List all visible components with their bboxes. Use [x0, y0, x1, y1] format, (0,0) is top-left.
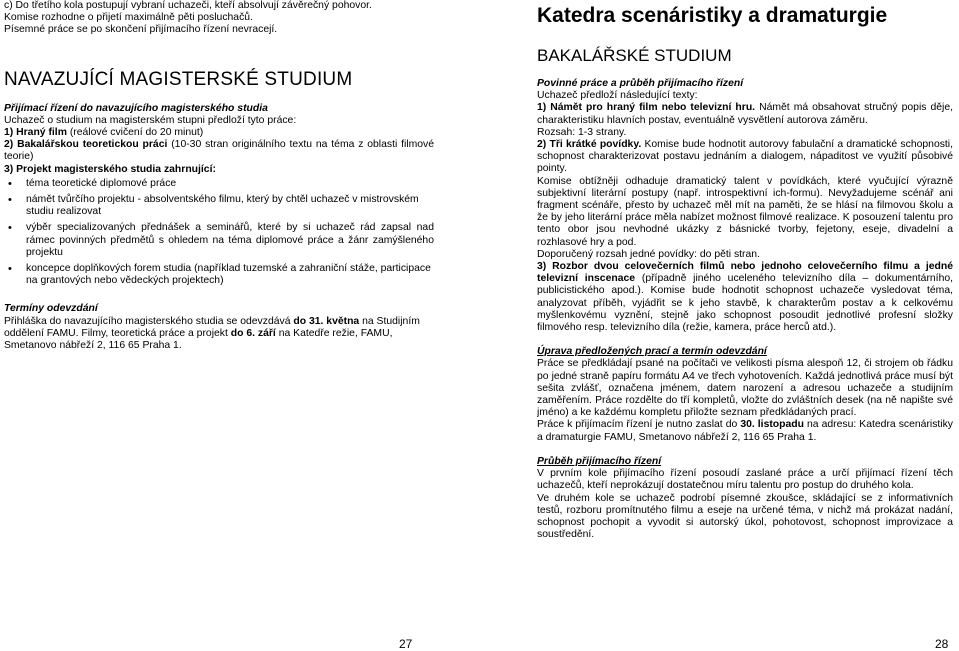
- requirement-2-bold: 2) Tři krátké povídky.: [537, 139, 642, 151]
- deadlines-text: [4, 316, 434, 353]
- requirement-3-rest: (případně jiného uceleného televizního díla – dokumentárního, publicistického apod.). Komise bude hodnotit schopnost uchazeče vysledovat téma, analyzovat příběh, vyjádřit se k jeho stavbě, k charakterům postav a k celkovému myšlenkovému vyznění, stejně jako schopnost posoudit jednotlivé profesní složky filmového resp. televizního díla (režie, kamera, práce herců atd.).: [537, 273, 954, 334]
- requirement-2-rest: Komise bude hodnotit autorovy fabulační a dramatické schopnosti, schopnost charakterizovat postavu jednáním a dialogem, nápaditost ve využití působivé pointy.: [537, 139, 953, 175]
- item-2: [4, 139, 434, 163]
- requirement-3-bold: 3) Rozbor dvou celovečerních filmů nebo jednoho celovečerního filmu a jedné televizní inscenace: [537, 261, 953, 285]
- requirement-1-bold: 1) Námět pro hraný film nebo televizní hru.: [537, 102, 756, 114]
- format-send-part-2: na adresu: Katedra scenáristiky a dramaturgie FAMU, Smetanovo nábřeží 2, 116 65 Praha 1.: [537, 419, 954, 443]
- deadlines-part-2: na Studijním oddělení FAMU. Filmy, teoretická práce a projekt: [4, 315, 420, 339]
- format-send: [537, 419, 953, 443]
- page-number-right: 28: [935, 637, 949, 651]
- admission-heading: Přijímací řízení do navazujícího magisterského studia: [4, 102, 268, 114]
- deadlines-heading: Termíny odevzdání: [4, 303, 98, 315]
- right-column: [537, 0, 953, 541]
- left-column: [4, 0, 434, 352]
- requirement-1-rest: Námět má obsahovat stručný popis děje, charakteristiku hlavních postav, eventuálně vysvětlení autorova záměru.: [537, 102, 953, 126]
- page-title: Katedra scenáristiky a dramaturgie: [537, 4, 888, 27]
- requirement-2: [537, 139, 953, 176]
- admission-text: Uchazeč o studium na magisterském stupni předloží tyto práce:: [4, 114, 297, 126]
- item-1: [4, 127, 434, 139]
- intro-line-2: Komise rozhodne o přijetí maximálně pěti posluchačů.: [4, 12, 253, 24]
- course-heading: Průběh přijímacího řízení: [537, 455, 662, 467]
- requirement-3: [537, 261, 953, 334]
- deadlines-part-3: na Katedře režie, FAMU, Smetanovo nábřeží 2, 116 65 Praha 1.: [4, 327, 393, 352]
- deadlines-part-1: Přihláška do navazujícího magisterského studia se odevzdává: [4, 315, 294, 327]
- item-2-bold: 2) Bakalářskou teoretickou práci: [4, 139, 168, 151]
- right-page: [537, 0, 957, 651]
- format-heading: Úprava předložených prací a termín odevzdání: [537, 346, 767, 358]
- list-item: • koncepce doplňkových forem studia (například tuzemské a zahraniční stáže, participace na grantových nebo vědeckých projektech): [4, 263, 434, 287]
- list-item: • téma teoretické diplomové práce: [4, 178, 434, 190]
- requirement-2-detail: Komise obtížněji odhaduje dramatický talent v povídkách, které vyučující výrazně subjektivní literární postupy (např. introspektivní ich-formu). Nevyžadujeme scénář ani fragment scénáře, přesto by uchazeč měl mít na paměti, že se hlásí na filmovou školu a že by jeho literární práce měla nabízet možnost filmové realizace. K posouzení talentu pro tento obor jsou nevhodné ukázky z básnické tvorby, fejetony, eseje, divadelní a rozhlasové hry a pod.: [537, 175, 953, 248]
- course-text-1: V prvním kole přijímacího řízení posoudí zaslané práce a určí přijímací řízení těch uchazečů, kteří neprokázují dostatečnou míru talentu pro postup do druhého kola.: [537, 468, 953, 492]
- deadlines-date-1: do 31. května: [293, 315, 360, 327]
- format-send-date: 30. listopadu: [740, 419, 804, 431]
- requirement-1: [537, 102, 953, 126]
- requirements-heading: Povinné práce a průběh přijímacího řízení: [537, 78, 744, 89]
- intro-line-1: c) Do třetího kola postupují vybraní uchazeči, kteří absolvují závěrečný pohovor.: [4, 0, 372, 11]
- item-1-rest: (reálové cvičení do 20 minut): [66, 127, 204, 139]
- item-3: 3) Projekt magisterského studia zahrnující:: [4, 163, 216, 175]
- item-1-bold: 1) Hraný film: [4, 127, 67, 139]
- project-bullet-list: [4, 178, 434, 288]
- page-number-left: 27: [399, 637, 413, 651]
- requirement-2-range: Doporučený rozsah jedné povídky: do pěti stran.: [537, 248, 760, 260]
- requirement-1-range: Rozsah: 1-3 strany.: [537, 126, 627, 138]
- list-item: • výběr specializovaných přednášek a seminářů, které by si uchazeč rád zapsal nad rámec povinných předmětů s ohledem na téma diplomové práce a žánr zamýšleného projektu: [4, 222, 434, 259]
- requirements-text: Uchazeč předloží následující texty:: [537, 90, 698, 102]
- course-text-2: Ve druhém kole se uchazeč podrobí písemné zkoušce, skládající se z informativních testů, rozboru promítnutého filmu a eseje na určené téma, v nichž má prokázat nadání, schopnost pochopit a vyvodit si autorský úkol, pohotovost, schopnost improvizace a soustředění.: [537, 492, 953, 541]
- format-text: Práce se předkládají psané na počítači ve velikosti písma alespoň 12, či strojem ob řádku po jedné straně papíru formátu A4 ve třech vyhotoveních. Každá jednotlivá práce musí být sešita zvlášť, označena jménem, datem narození a adresou uchazeče a studijním zaměřením. Práce rozdělte do tří kompletů, vložte do zvláštních desek (na ně napište své jméno) a ke každému kompletu přiložte seznam předkládaných prací.: [537, 358, 953, 419]
- list-item: • námět tvůrčího projektu - absolventského filmu, který by chtěl uchazeč v mistrovském studiu realizovat: [4, 194, 434, 218]
- intro-line-3: Písemné práce se po skončení přijímacího řízení nevracejí.: [4, 24, 278, 36]
- item-2-rest: (10-30 stran originálního textu na téma z oblasti filmové teorie): [4, 139, 435, 163]
- left-page: [0, 0, 440, 651]
- format-send-part-1: Práce k přijímacím řízení je nutno zaslat do: [537, 419, 741, 431]
- deadlines-date-2: do 6. září: [230, 327, 276, 339]
- section-title: NAVAZUJÍCÍ MAGISTERSKÉ STUDIUM: [4, 68, 353, 90]
- page-subtitle: BAKALÁŘSKÉ STUDIUM: [537, 46, 732, 65]
